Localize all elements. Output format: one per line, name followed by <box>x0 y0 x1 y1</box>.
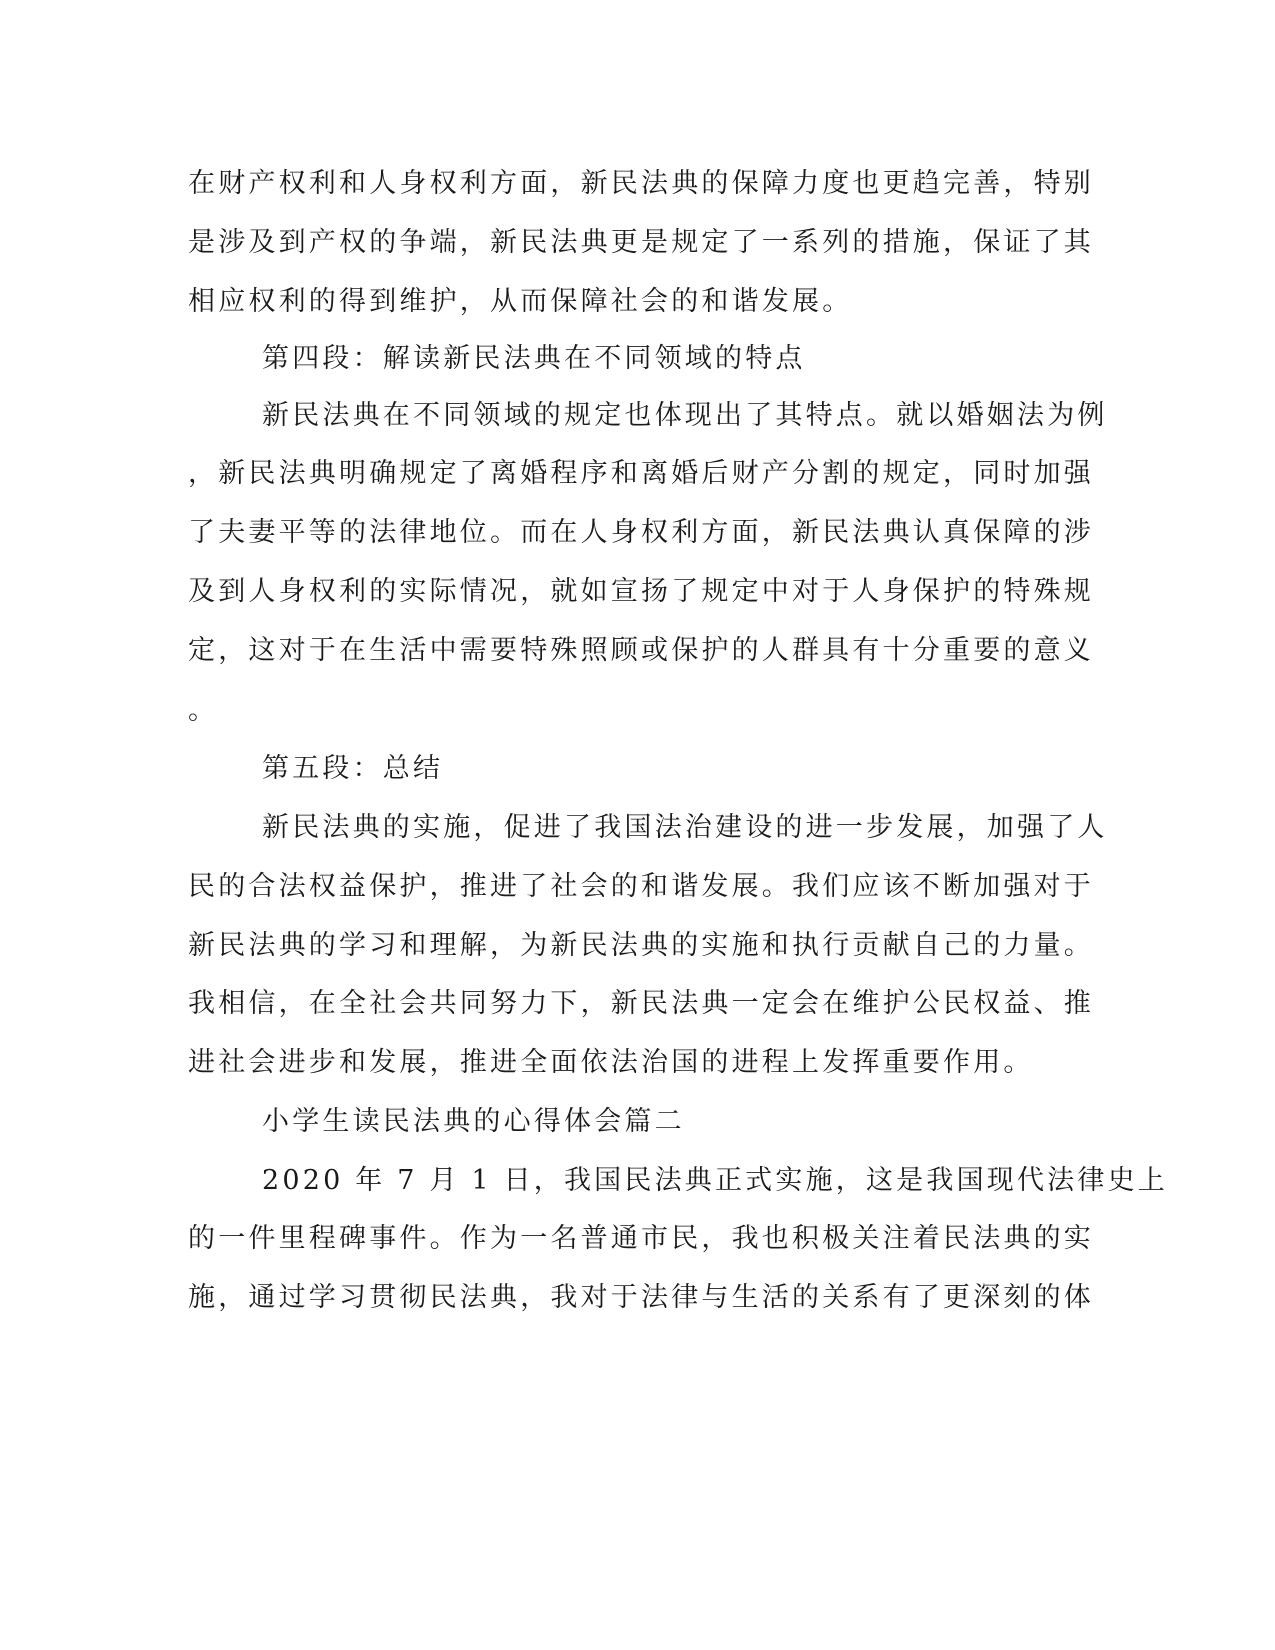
text-line: 相应权利的得到维护，从而保障社会的和谐发展。 <box>188 286 853 317</box>
text-line: 我相信，在全社会共同努力下，新民法典一定会在维护公民权益、推 <box>188 988 1094 1019</box>
text-line: 新民法典在不同领域的规定也体现出了其特点。就以婚姻法为例 <box>262 400 1108 431</box>
text-line: 及到人身权利的实际情况，就如宣扬了规定中对于人身保护的特殊规 <box>188 576 1094 607</box>
section-heading: 第四段：解读新民法典在不同领域的特点 <box>262 343 806 374</box>
text-line: 进社会进步和发展，推进全面依法治国的进程上发挥重要作用。 <box>188 1047 1034 1078</box>
section-heading: 第五段：总结 <box>262 753 444 784</box>
text-line: 定，这对于在生活中需要特殊照顾或保护的人群具有十分重要的意义 <box>188 635 1094 666</box>
text-line: 的一件里程碑事件。作为一名普通市民，我也积极关注着民法典的实 <box>188 1223 1094 1254</box>
text-line: 施，通过学习贯彻民法典，我对于法律与生活的关系有了更深刻的体 <box>188 1282 1094 1313</box>
text-line: 新民法典的学习和理解，为新民法典的实施和执行贡献自己的力量。 <box>188 930 1094 961</box>
text-line: 民的合法权益保护，推进了社会的和谐发展。我们应该不断加强对于 <box>188 871 1094 902</box>
text-line: 在财产权利和人身权利方面，新民法典的保障力度也更趋完善，特别 <box>188 168 1094 199</box>
text-line: 是涉及到产权的争端，新民法典更是规定了一系列的措施，保证了其 <box>188 227 1094 258</box>
text-line: 新民法典的实施，促进了我国法治建设的进一步发展，加强了人 <box>262 812 1108 843</box>
text-line: 。 <box>188 695 219 726</box>
text-line: ，新民法典明确规定了离婚程序和离婚后财产分割的规定，同时加强 <box>188 458 1094 489</box>
text-line: 2020 年 7 月 1 日，我国民法典正式实施，这是我国现代法律史上 <box>262 1165 1168 1196</box>
article-title: 小学生读民法典的心得体会篇二 <box>262 1106 685 1137</box>
text-line: 了夫妻平等的法律地位。而在人身权利方面，新民法典认真保障的涉 <box>188 517 1094 548</box>
